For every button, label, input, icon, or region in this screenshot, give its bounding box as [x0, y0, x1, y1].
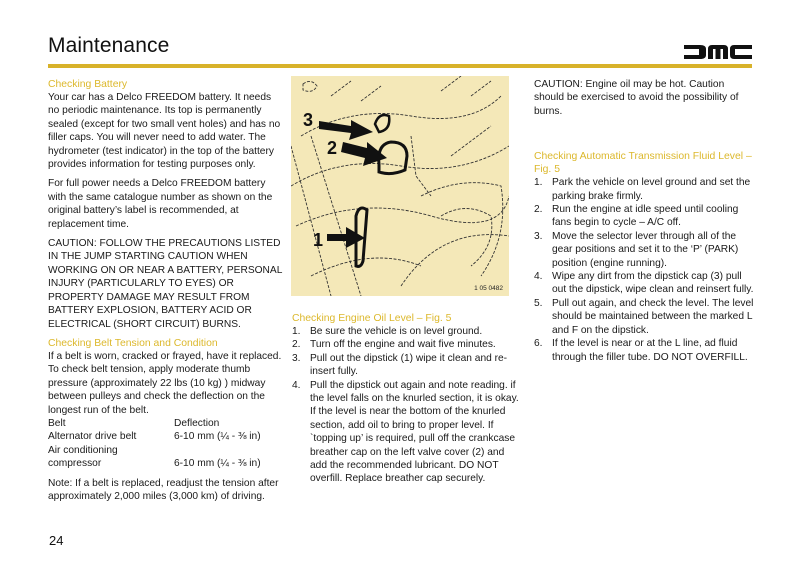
step-text: Wipe any dirt from the dipstick cap (3) pull out the dipstick, wipe clean and reinsert fully.	[552, 271, 754, 296]
page-number: 24	[49, 533, 64, 548]
list-item	[534, 297, 754, 337]
list-item	[534, 270, 754, 297]
belt-deflection: 6-10 mm (¼ - ⅜ in)	[174, 458, 261, 470]
left-column	[48, 78, 284, 509]
figure-label-3: 3	[303, 110, 314, 130]
step-text: Be sure the vehicle is on level ground.	[310, 326, 483, 337]
dmc-logo-icon	[684, 45, 752, 59]
belt-deflection-table	[48, 417, 284, 471]
step-number: 3.	[292, 352, 301, 364]
table-header-deflection: Deflection	[174, 417, 220, 429]
step-text: Turn off the engine and wait five minutes.	[310, 339, 496, 351]
list-item	[292, 352, 520, 379]
table-header-belt: Belt	[48, 417, 66, 429]
step-text: If the level is near or at the L line, ad fluid through the filler tube. DO NOT OVERFILL.	[552, 338, 748, 363]
list-item	[292, 379, 520, 486]
step-number: 2.	[534, 204, 543, 216]
right-column	[534, 78, 754, 364]
step-text: Pull the dipstick out again and note reading. if the level falls on the knurled section, it is okay. If the level is near the bottom of the knurled section, add oil to bring to proper level. If `topping up’ is required, pull off the crankcase breather cap on the left valve cover (2) and add the recommended lubricant. DO NOT overfill. Replace breather cap securely.	[310, 379, 519, 485]
step-number: 5.	[534, 297, 543, 309]
middle-column	[292, 312, 520, 486]
step-number: 3.	[534, 230, 543, 242]
belt-name: Alternator drive belt	[48, 431, 137, 443]
belt-paragraph: If a belt is worn, cracked or frayed, have it replaced. To check belt tension, apply moderate thumb pressure (approximately 22 lbs (10 kg) ) midway between pulleys and check the deflection on the longest run of the belt.	[48, 350, 282, 416]
figure-label-1: 1	[313, 230, 324, 250]
belt-name: compressor	[48, 458, 102, 470]
table-row	[48, 457, 284, 470]
belt-note: Note: If a belt is replaced, readjust the tension after approximately 2,000 miles (3,000 km) of driving.	[48, 477, 279, 502]
engine-illustration-icon	[291, 76, 509, 296]
battery-heading: Checking Battery	[48, 79, 128, 90]
belt-name: Air conditioning	[48, 444, 118, 456]
list-item	[292, 325, 520, 338]
table-row	[48, 444, 284, 457]
belt-deflection: 6-10 mm (¼ - ⅜ in)	[174, 431, 261, 443]
engine-oil-caution: CAUTION: Engine oil may be hot. Caution should be exercised to avoid the possibility of burns.	[534, 79, 739, 117]
header-divider	[48, 64, 752, 68]
step-number: 6.	[534, 338, 543, 350]
step-number: 2.	[292, 339, 301, 351]
figure-label-2: 2	[327, 138, 338, 158]
battery-paragraph-1: Your car has a Delco FREEDOM battery. It needs no periodic maintenance. Its top is permanently sealed (except for two small vent holes) and has no filler caps. You will never need to add water. The hydrometer (test indicator) in the top of the battery provides information for testing purposes only.	[48, 92, 281, 171]
step-text: Pull out again, and check the level. The level should be maintained between the marked L and F on the dipstick.	[552, 297, 754, 336]
figure-code: 1 05 0482	[474, 285, 503, 292]
belt-deflection	[174, 444, 284, 457]
list-item	[534, 337, 754, 364]
battery-caution: CAUTION: FOLLOW THE PRECAUTIONS LISTED IN THE JUMP STARTING CAUTION WHEN WORKING ON OR NEAR A BATTERY, PERSONAL INJURY (PARTICULARLY TO EYES) OR PROPERTY DAMAGE MAY RESULT FROM BATTERY EXPLOSION, BATTERY ACID OR ELECTRICAL (SHORT CIRCUIT) BURNS.	[48, 238, 282, 330]
list-item	[534, 176, 754, 203]
step-text: Pull out the dipstick (1) wipe it clean and re-insert fully.	[310, 352, 508, 378]
table-header-row	[48, 417, 284, 430]
list-item	[534, 230, 754, 270]
step-text: Run the engine at idle speed until cooling fans begin to cycle – A/C off.	[552, 204, 739, 229]
step-text: Park the vehicle on level ground and set the parking brake firmly.	[552, 177, 751, 202]
step-text: Move the selector lever through all of the gear positions and set it to the ‘P’ (PARK) position (engine running).	[552, 230, 739, 269]
transmission-fluid-steps	[534, 176, 754, 364]
transmission-fluid-heading: Checking Automatic Transmission Fluid Level – Fig. 5	[534, 151, 752, 176]
list-item	[534, 203, 754, 230]
battery-paragraph-2: For full power needs a Delco FREEDOM battery with the same catalogue number as shown on the original battery’s label is recommended, at replacement time.	[48, 178, 273, 230]
step-number: 1.	[534, 177, 543, 189]
step-number: 4.	[534, 271, 543, 283]
page-title: Maintenance	[48, 34, 170, 57]
step-number: 1.	[292, 326, 301, 337]
engine-oil-steps	[292, 325, 520, 486]
list-item	[292, 338, 520, 351]
engine-oil-heading: Checking Engine Oil Level – Fig. 5	[292, 313, 452, 324]
step-number: 4.	[292, 379, 301, 391]
engine-figure	[291, 76, 509, 296]
belt-heading: Checking Belt Tension and Condition	[48, 337, 218, 349]
table-row	[48, 430, 284, 443]
